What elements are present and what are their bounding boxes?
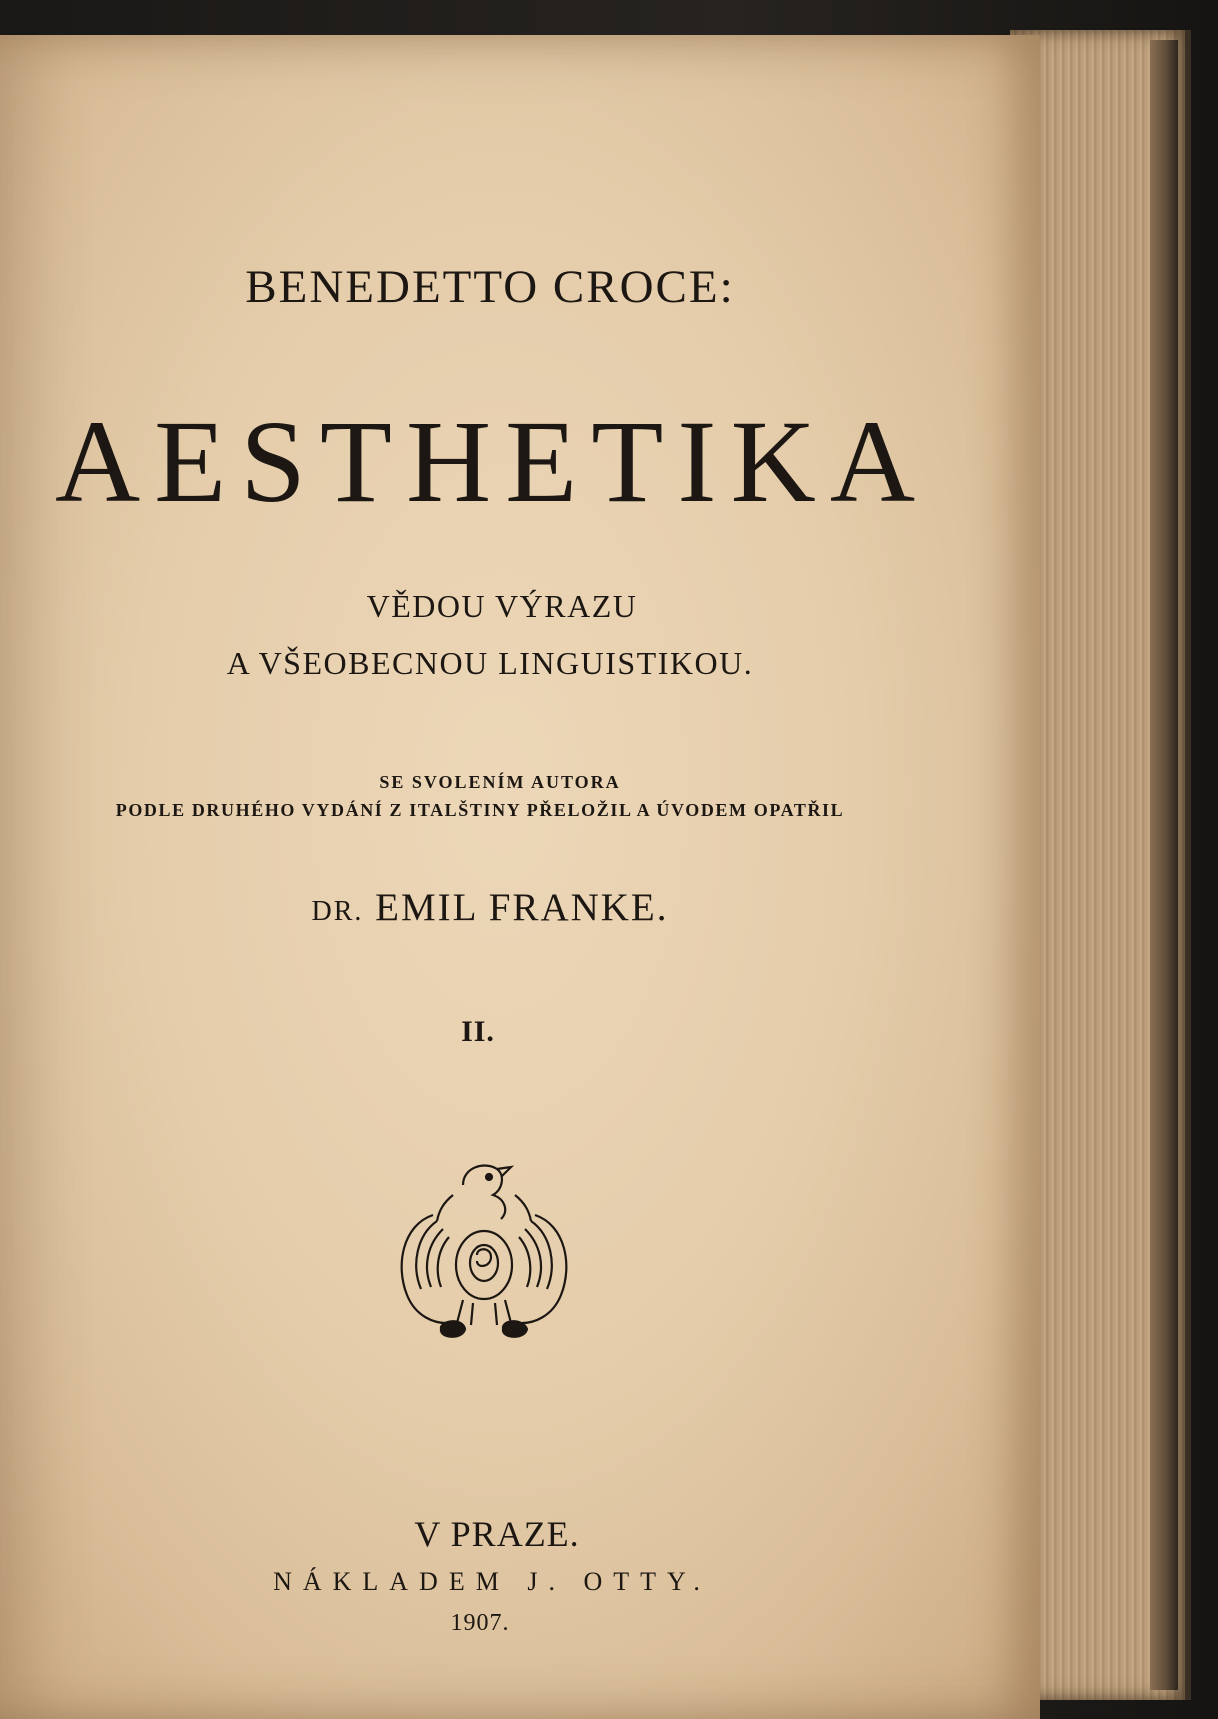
permission-line: SE SVOLENÍM AUTORA [379, 772, 621, 792]
translation-line: PODLE DRUHÉHO VYDÁNÍ Z ITALŠTINY PŘELOŽIL A ÚVODEM OPATŘIL [115, 800, 845, 820]
subtitle-line-2: A VŠEOBECNOU LINGUISTIKOU. [226, 645, 754, 681]
eagle-emblem-icon [393, 1155, 575, 1350]
translator [0, 885, 1010, 930]
volume-number: II. [461, 1015, 495, 1048]
book-cover-edge [1150, 40, 1178, 1690]
title-page [0, 35, 1040, 1719]
imprint-place: V PRAZE. [414, 1514, 580, 1554]
book-title: AESTHETIKA [54, 396, 930, 527]
translator-prefix: DR. [311, 896, 364, 927]
author-name: BENEDETTO CROCE: [245, 261, 735, 313]
translator-name: EMIL FRANKE. [375, 886, 669, 929]
imprint-year: 1907. [450, 1610, 510, 1636]
subtitle-line-1: VĚDOU VÝRAZU [366, 588, 638, 624]
imprint-publisher: NÁKLADEM J. OTTY. [273, 1567, 711, 1596]
